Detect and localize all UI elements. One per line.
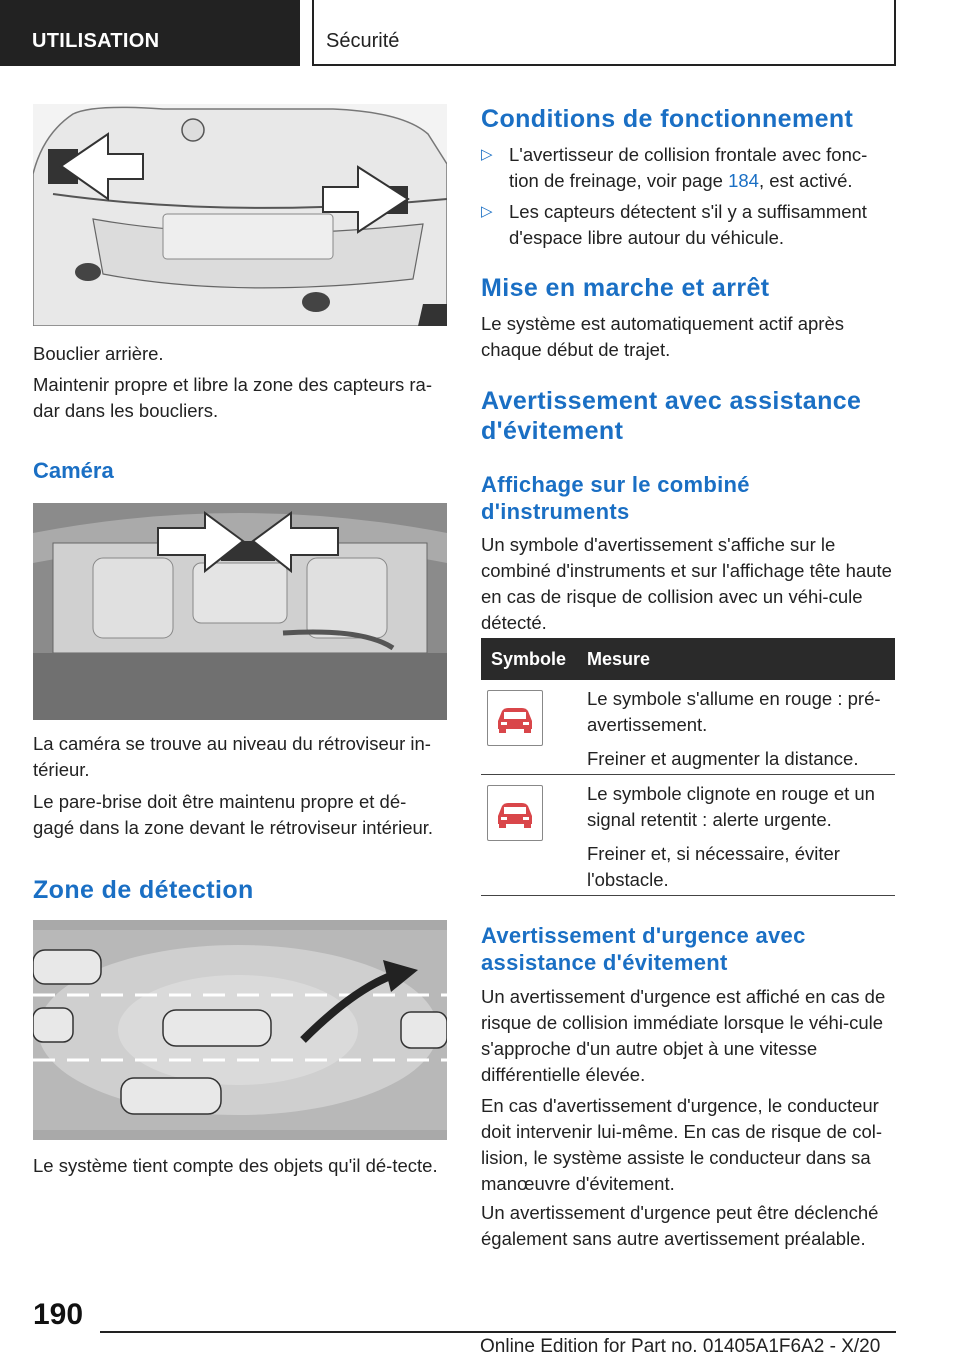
triangle-bullet-icon: ▷ (481, 146, 493, 163)
urgent-text-1: Un avertissement d'urgence est affiché en cas de risque de collision immédiate lorsque le véhi-cule s'approche d'un autre objet à une vitesse différentielle élevée. (481, 986, 886, 1085)
conditions-heading: Conditions de fonctionnement (481, 105, 854, 133)
edition-text: Online Edition for Part no. 01405A1F6A2 - X/20 (480, 1336, 881, 1357)
symbol-table (481, 638, 895, 896)
fig2-caption-2: Le pare-brise doit être maintenu propre et dé-gagé dans la zone devant le rétroviseur intérieur. (33, 791, 434, 838)
bullet-2-text: Les capteurs détectent s'il y a suffisamment d'espace libre autour du véhicule. (509, 201, 867, 248)
bullet-item-2 (481, 199, 895, 251)
row1-text-b: Freiner et augmenter la distance. (587, 748, 859, 769)
chapter-tab (312, 0, 896, 66)
car-warning-icon (487, 785, 543, 841)
warning-heading: Avertissement avec assistance d'évitement (481, 387, 862, 445)
urgent-text-2: En cas d'avertissement d'urgence, le conducteur doit intervenir lui-même. En cas de risque de col-lision, le système assiste le conducteur dans sa manœuvre d'évitement. (481, 1095, 883, 1194)
detection-zone-figure (33, 920, 447, 1140)
urgent-heading: Avertissement d'urgence avec assistance d'évitement (481, 923, 806, 975)
col-symbol-header: Symbole (491, 649, 567, 669)
fig1-caption-title: Bouclier arrière. (33, 343, 164, 364)
camera-heading: Caméra (33, 458, 114, 483)
triangle-bullet-icon: ▷ (481, 203, 493, 220)
page-number: 190 (33, 1298, 84, 1331)
section-tab (0, 0, 300, 66)
chapter-title: Sécurité (326, 30, 400, 52)
table-header (481, 638, 895, 680)
fig3-caption: Le système tient compte des objets qu'il dé-tecte. (33, 1155, 438, 1176)
row1-text-a: Le symbole s'allume en rouge : pré-avertissement. (587, 688, 881, 735)
onoff-text: Le système est automatiquement actif après chaque début de trajet. (481, 313, 844, 360)
bullet-item-1 (481, 142, 895, 194)
display-text: Un symbole d'avertissement s'affiche sur le combiné d'instruments et sur l'affichage tête haute en cas de risque de collision avec un véhi-cule détecté. (481, 534, 892, 633)
camera-figure (33, 503, 447, 720)
section-label: UTILISATION (32, 30, 160, 52)
table-row (481, 775, 895, 896)
display-heading: Affichage sur le combiné d'instruments (481, 472, 750, 524)
onoff-heading: Mise en marche et arrêt (481, 274, 770, 302)
car-warning-icon (487, 690, 543, 746)
col-measure-header: Mesure (587, 649, 651, 669)
rear-bumper-figure (33, 104, 447, 326)
bullet-1-text-end: , est activé. (758, 170, 853, 191)
urgent-text-3: Un avertissement d'urgence peut être déclenché également sans autre avertissement préalable. (481, 1202, 879, 1249)
row2-text-a: Le symbole clignote en rouge et un signal retentit : alerte urgente. (587, 783, 875, 830)
zone-heading: Zone de détection (33, 876, 254, 904)
page-link-184[interactable]: 184 (728, 170, 759, 191)
fig2-caption-1: La caméra se trouve au niveau du rétroviseur in-térieur. (33, 733, 431, 780)
table-row (481, 680, 895, 775)
footer-divider (100, 1331, 896, 1333)
row2-text-b: Freiner et, si nécessaire, éviter l'obstacle. (587, 843, 840, 890)
fig1-caption-text: Maintenir propre et libre la zone des capteurs ra-dar dans les boucliers. (33, 374, 432, 421)
bullet-1-text: L'avertisseur de collision frontale avec fonc-tion de freinage, voir page (509, 144, 868, 191)
